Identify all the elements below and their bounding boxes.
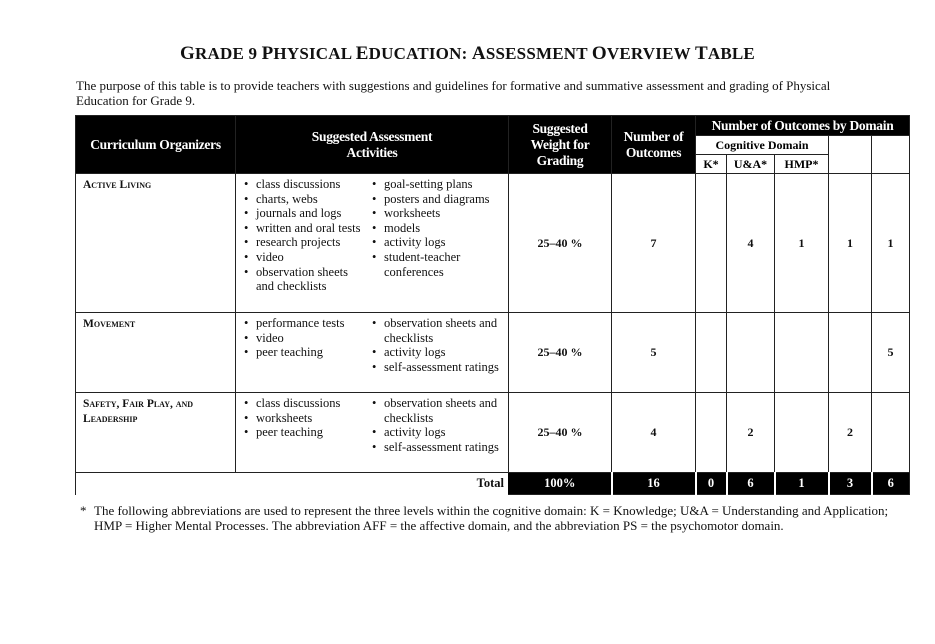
- outcomes-value: 5: [612, 313, 696, 393]
- table-row: [76, 393, 910, 473]
- aff-value: 1: [829, 174, 872, 313]
- total-k: 0: [696, 473, 727, 495]
- ua-value: [727, 313, 775, 393]
- list-item: • research projects: [236, 235, 364, 250]
- list-item: • posters and diagrams: [364, 192, 499, 207]
- k-value: [696, 174, 727, 313]
- list-item: • class discussions: [236, 177, 364, 192]
- ps-value: 1: [872, 174, 910, 313]
- list-item: • activity logs: [364, 235, 499, 250]
- table-row: [76, 313, 910, 393]
- total-spacer: [76, 473, 236, 495]
- weight-value: 25–40 %: [509, 313, 612, 393]
- footnote-marker: *: [80, 503, 87, 518]
- list-item: • self-assessment ratings: [364, 360, 499, 375]
- total-ua: 6: [727, 473, 775, 495]
- list-item: • journals and logs: [236, 206, 364, 221]
- footnote: [80, 503, 890, 533]
- table-row: [76, 174, 910, 313]
- activities-cell: [236, 313, 509, 393]
- outcomes-value: 7: [612, 174, 696, 313]
- activities-column-1: [236, 396, 364, 454]
- list-item: • class discussions: [236, 396, 364, 411]
- list-item: • student-teacher conferences: [364, 250, 499, 279]
- activities-column-1: [236, 177, 364, 294]
- list-item: • activity logs: [364, 425, 499, 440]
- list-item: • written and oral tests: [236, 221, 364, 236]
- total-ps: 6: [872, 473, 910, 495]
- list-item: • charts, webs: [236, 192, 364, 207]
- header-domain: Number of Outcomes by Domain: [696, 116, 910, 136]
- activities-cell: [236, 393, 509, 473]
- total-weight: 100%: [509, 473, 612, 495]
- aff-value: [829, 313, 872, 393]
- header-organizers: Curriculum Organizers: [76, 116, 236, 174]
- list-item: • self-assessment ratings: [364, 440, 499, 455]
- list-item: • worksheets: [364, 206, 499, 221]
- list-item: • worksheets: [236, 411, 364, 426]
- header-aff-spacer: [829, 136, 872, 174]
- total-aff: 3: [829, 473, 872, 495]
- outcomes-value: 4: [612, 393, 696, 473]
- organizer-movement: Movement: [76, 313, 236, 393]
- total-row: [76, 473, 910, 495]
- header-cognitive: Cognitive Domain: [696, 136, 829, 155]
- k-value: [696, 313, 727, 393]
- header-activities: Suggested Assessment Activities: [236, 116, 509, 174]
- total-outcomes: 16: [612, 473, 696, 495]
- list-item: • peer teaching: [236, 345, 364, 360]
- hmp-value: [775, 393, 829, 473]
- intro-paragraph: The purpose of this table is to provide teachers with suggestions and guidelines for formative and summative assessment and grading of Physical Education for Grade 9.: [76, 78, 831, 108]
- total-label: Total: [476, 476, 504, 491]
- ps-value: 5: [872, 313, 910, 393]
- activities-column-2: [364, 396, 499, 454]
- weight-value: 25–40 %: [509, 393, 612, 473]
- hmp-value: 1: [775, 174, 829, 313]
- activities-column-1: [236, 316, 364, 374]
- list-item: • peer teaching: [236, 425, 364, 440]
- header-ps-spacer: [872, 136, 910, 174]
- header-ua: U&A*: [727, 155, 775, 174]
- header-hmp: HMP*: [775, 155, 829, 174]
- list-item: • goal-setting plans: [364, 177, 499, 192]
- list-item: • activity logs: [364, 345, 499, 360]
- total-hmp: 1: [775, 473, 829, 495]
- organizer-safety: Safety, Fair Play, and Leadership: [76, 393, 236, 473]
- ps-value: [872, 393, 910, 473]
- list-item: • performance tests: [236, 316, 364, 331]
- list-item: • models: [364, 221, 499, 236]
- weight-value: 25–40 %: [509, 174, 612, 313]
- activities-column-2: [364, 177, 499, 294]
- ua-value: 4: [727, 174, 775, 313]
- k-value: [696, 393, 727, 473]
- header-k: K*: [696, 155, 727, 174]
- list-item: • video: [236, 331, 364, 346]
- activities-column-2: [364, 316, 499, 374]
- page-title: GRADE 9 PHYSICAL EDUCATION: ASSESSMENT OVERVIEW TABLE: [180, 43, 755, 64]
- assessment-table: [75, 115, 910, 495]
- hmp-value: [775, 313, 829, 393]
- list-item: • observation sheets and checklists: [364, 316, 499, 345]
- header-outcomes: Number of Outcomes: [612, 116, 696, 174]
- list-item: • observation sheets and checklists: [364, 396, 499, 425]
- activities-cell: [236, 174, 509, 313]
- organizer-active-living: Active Living: [76, 174, 236, 313]
- footnote-text: The following abbreviations are used to represent the three levels within the cognitive domain: K = Knowledge; U&A = Understanding and Application; HMP = Higher Mental Processes. The abbreviation AFF = the affective domain, and the abbreviation PS = the psychomotor domain.: [94, 503, 889, 533]
- list-item: • video: [236, 250, 364, 265]
- header-weight: Suggested Weight for Grading: [509, 116, 612, 174]
- aff-value: 2: [829, 393, 872, 473]
- ua-value: 2: [727, 393, 775, 473]
- list-item: • observation sheets and checklists: [236, 265, 364, 294]
